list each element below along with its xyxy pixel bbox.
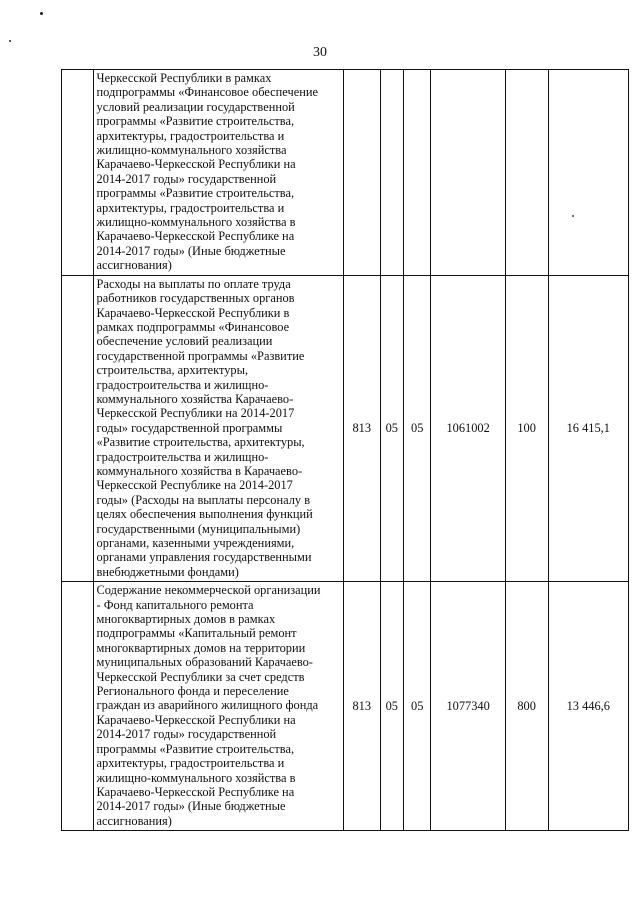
scan-speck (572, 215, 574, 217)
subsection-cell (404, 70, 431, 276)
section-cell: 05 (380, 582, 403, 831)
target-article-cell: 1077340 (431, 582, 505, 831)
expense-type-cell (505, 70, 548, 276)
amount-cell: 16 415,1 (548, 275, 628, 582)
ministry-cell: 813 (343, 582, 380, 831)
expense-type-cell: 100 (505, 275, 548, 582)
description-cell (93, 275, 343, 582)
target-article-cell: 1061002 (431, 275, 505, 582)
subsection-cell: 05 (404, 275, 431, 582)
table-row (62, 70, 629, 276)
description-cell (93, 70, 343, 276)
row-blank-cell (62, 70, 94, 276)
page-number: 30 (313, 45, 327, 60)
ministry-cell: 813 (343, 275, 380, 582)
ministry-cell (343, 70, 380, 276)
section-cell (380, 70, 403, 276)
description-text: Содержание некоммерческой организации - Фонд капитального ремонта многоквартирных домов в рамках подпрограммы «Капитальный ремонт многоквартирных домов на территории муниципальных образований Карачаево- Черкесской Республики за счет средств Регионального фонда и переселение граждан из аварийного жилищного фонда Карачаево-Черкесской Республики на 2014-2017 годы» государственной программы «Развитие строительства, архитектуры, градостроительства и жилищно-коммунального хозяйства в Карачаево-Черкесской Республике на 2014-2017 годы» (Иные бюджетные ассигнования) (96, 583, 321, 828)
expense-type-cell: 800 (505, 582, 548, 831)
description-cell (93, 582, 343, 831)
row-blank-cell (62, 582, 94, 831)
table-row (62, 275, 629, 582)
scan-speck (9, 40, 11, 42)
description-text: Расходы на выплаты по оплате труда работников государственных органов Карачаево-Черкесской Республики в рамках подпрограммы «Финансовое обеспечение условий реализации государственной программы «Развитие строительства, архитектуры, градостроительства и жилищно- коммунального хозяйства Карачаево- Черкесской Республики на 2014-2017 годы» государственной программы «Развитие строительства, архитектуры, градостроительства и жилищно- коммунального хозяйства в Карачаево- Черкесской Республике на 2014-2017 годы» (Расходы на выплаты персоналу в целях обеспечения выполнения функций государственными (муниципальными) органами, казенными учреждениями, органами управления государственными внебюджетными фондами) (96, 276, 313, 579)
budget-table (61, 69, 629, 831)
scan-speck (40, 12, 43, 15)
amount-cell: 13 446,6 (548, 582, 628, 831)
row-blank-cell (62, 275, 94, 582)
target-article-cell (431, 70, 505, 276)
table-row (62, 582, 629, 831)
description-text: Черкесской Республики в рамках подпрограммы «Финансовое обеспечение условий реализации государственной программы «Развитие строительства, архитектуры, градостроительства и жилищно-коммунального хозяйства Карачаево-Черкесской Республики на 2014-2017 годы» государственной программы «Развитие строительства, архитектуры, градостроительства и жилищно-коммунального хозяйства в Карачаево-Черкесской Республике на 2014-2017 годы» (Иные бюджетные ассигнования) (96, 71, 318, 273)
section-cell: 05 (380, 275, 403, 582)
amount-cell (548, 70, 628, 276)
subsection-cell: 05 (404, 582, 431, 831)
